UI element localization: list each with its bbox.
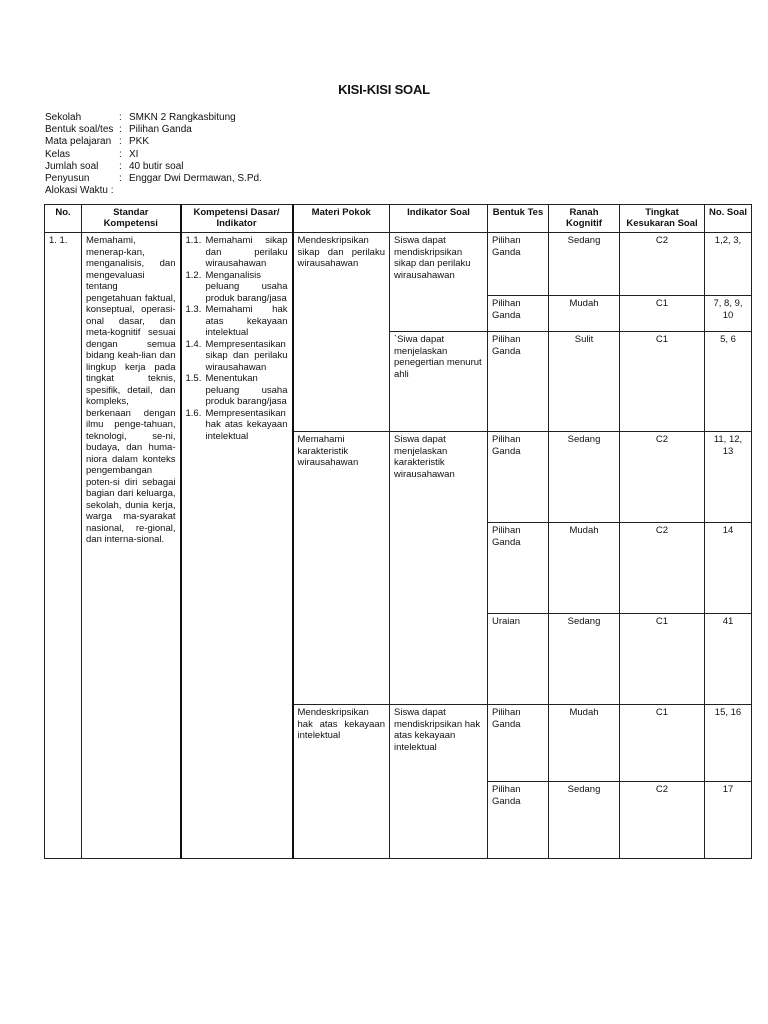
header-ranah-kognitif: Ranah Kognitif bbox=[549, 205, 620, 233]
header-no-soal: No. Soal bbox=[705, 205, 752, 233]
ranah-kognitif-cell: Sedang bbox=[549, 432, 620, 523]
table-row bbox=[45, 233, 752, 296]
meta-row-kelas: Kelas : XI bbox=[45, 148, 139, 160]
meta-value: XI bbox=[129, 148, 139, 160]
kompetensi-dasar-item: 1.4. Mempresentasikan sikap dan perilaku wirausahawan bbox=[185, 338, 288, 373]
meta-label: Penyusun bbox=[45, 173, 90, 185]
bentuk-tes-cell: Uraian bbox=[488, 614, 549, 705]
no-soal-cell: 1,2, 3, bbox=[705, 233, 752, 296]
bentuk-tes-cell: Pilihan Ganda bbox=[488, 523, 549, 614]
document-title: KISI-KISI SOAL bbox=[338, 82, 430, 97]
bentuk-tes-cell: Pilihan Ganda bbox=[488, 705, 549, 782]
kompetensi-dasar-item: 1.1. Memahami sikap dan perilaku wirausahawan bbox=[185, 235, 288, 269]
bentuk-tes-cell: Pilihan Ganda bbox=[488, 296, 549, 332]
document-metadata bbox=[45, 112, 262, 197]
header-kompetensi-dasar: Kompetensi Dasar/ Indikator bbox=[181, 205, 293, 233]
standar-kompetensi-cell: Memahami, menerap-kan, menganalisis, dan mengevaluasi tentang pengetahuan faktual, konseptual, operasi-onal dasar, dan meta-kognitif sesuai dengan semua bidang keah-lian dan lingkup kerja pada tingkat teknis, spesifik, detail, dan kompleks, berkenaan dengan ilmu penge-tahuan, teknologi, se-ni, budaya, dan huma-niora dalam konteks pengembangan poten-si diri sebagai bagian dari keluarga, sekolah, dunia kerja, warga ma-syarakat nasional, re-gional, dan interna-sional. bbox=[82, 233, 181, 859]
kompetensi-dasar-item: 1.3. Memahami hak atas kekayaan intelektual bbox=[185, 304, 288, 338]
header-standar-kompetensi: Standar Kompetensi bbox=[82, 205, 181, 233]
indikator-soal-cell: Siswa dapat mendiskripsikan hak atas kekayaan intelektual bbox=[390, 705, 488, 859]
meta-value: PKK bbox=[129, 136, 150, 148]
bentuk-tes-cell: Pilihan Ganda bbox=[488, 782, 549, 859]
ranah-kognitif-cell: Mudah bbox=[549, 705, 620, 782]
no-soal-cell: 15, 16 bbox=[705, 705, 752, 782]
ranah-kognitif-cell: Sulit bbox=[549, 332, 620, 432]
ranah-kognitif-cell: Mudah bbox=[549, 523, 620, 614]
meta-row-mata-pelajaran: Mata pelajaran : PKK bbox=[45, 136, 150, 148]
ranah-kognitif-cell: Mudah bbox=[549, 296, 620, 332]
meta-row-bentuk-soal: Bentuk soal/tes : Pilihan Ganda bbox=[45, 124, 192, 136]
bentuk-tes-cell: Pilihan Ganda bbox=[488, 332, 549, 432]
bentuk-tes-cell: Pilihan Ganda bbox=[488, 432, 549, 523]
no-soal-cell: 7, 8, 9, 10 bbox=[705, 296, 752, 332]
no-soal-cell: 41 bbox=[705, 614, 752, 705]
table-header-row bbox=[45, 205, 752, 233]
tingkat-kesukaran-cell: C1 bbox=[620, 296, 705, 332]
meta-label: Mata pelajaran bbox=[45, 136, 112, 148]
materi-pokok-cell: Mendeskripsikan hak atas kekayaan intelektual bbox=[293, 705, 390, 859]
meta-label: Alokasi Waktu : bbox=[45, 185, 114, 197]
meta-value: 40 butir soal bbox=[129, 160, 184, 172]
no-soal-cell: 11, 12, 13 bbox=[705, 432, 752, 523]
tingkat-kesukaran-cell: C2 bbox=[620, 523, 705, 614]
meta-value: Enggar Dwi Dermawan, S.Pd. bbox=[129, 173, 262, 185]
header-indikator-soal: Indikator Soal bbox=[390, 205, 488, 233]
header-no: No. bbox=[45, 205, 82, 233]
no-soal-cell: 14 bbox=[705, 523, 752, 614]
kisi-kisi-table bbox=[44, 204, 752, 859]
tingkat-kesukaran-cell: C2 bbox=[620, 432, 705, 523]
bentuk-tes-cell: Pilihan Ganda bbox=[488, 233, 549, 296]
ranah-kognitif-cell: Sedang bbox=[549, 782, 620, 859]
kompetensi-dasar-item: 1.5. Menentukan peluang usaha produk barang/jasa bbox=[185, 373, 288, 407]
meta-label: Jumlah soal bbox=[45, 160, 99, 172]
materi-pokok-cell: Mendeskripsikan sikap dan perilaku wirausahawan bbox=[293, 233, 390, 432]
header-materi-pokok: Materi Pokok bbox=[293, 205, 390, 233]
no-soal-cell: 5, 6 bbox=[705, 332, 752, 432]
meta-label: Sekolah bbox=[45, 112, 82, 123]
meta-row-jumlah-soal: Jumlah soal : 40 butir soal bbox=[45, 160, 184, 172]
indikator-soal-cell: Siswa dapat mendiskripsikan sikap dan perilaku wirausahawan bbox=[390, 233, 488, 332]
kompetensi-dasar-cell bbox=[181, 233, 293, 859]
no-soal-cell: 17 bbox=[705, 782, 752, 859]
meta-row-penyusun: Penyusun : Enggar Dwi Dermawan, S.Pd. bbox=[45, 173, 262, 185]
tingkat-kesukaran-cell: C2 bbox=[620, 233, 705, 296]
meta-label: Bentuk soal/tes bbox=[45, 124, 114, 136]
tingkat-kesukaran-cell: C1 bbox=[620, 332, 705, 432]
ranah-kognitif-cell: Sedang bbox=[549, 614, 620, 705]
ranah-kognitif-cell: Sedang bbox=[549, 233, 620, 296]
kompetensi-dasar-item: 1.2. Menganalisis peluang usaha produk barang/jasa bbox=[185, 269, 288, 304]
tingkat-kesukaran-cell: C1 bbox=[620, 614, 705, 705]
tingkat-kesukaran-cell: C1 bbox=[620, 705, 705, 782]
header-tingkat-kesukaran: Tingkat Kesukaran Soal bbox=[620, 205, 705, 233]
indikator-soal-cell: `Siwa dapat menjelaskan penegertian menurut ahli bbox=[390, 332, 488, 432]
meta-row-alokasi-waktu bbox=[45, 185, 262, 197]
indikator-soal-cell: Siswa dapat menjelaskan karakteristik wirausahawan bbox=[390, 432, 488, 705]
kompetensi-dasar-item: 1.6. Mempresentasikan hak atas kekayaan intelektual bbox=[185, 407, 288, 442]
meta-value: SMKN 2 Rangkasbitung bbox=[129, 112, 236, 123]
materi-pokok-cell: Memahami karakteristik wirausahawan bbox=[293, 432, 390, 705]
header-bentuk-tes: Bentuk Tes bbox=[488, 205, 549, 233]
meta-value: Pilihan Ganda bbox=[129, 124, 192, 136]
tingkat-kesukaran-cell: C2 bbox=[620, 782, 705, 859]
meta-row-sekolah: Sekolah : SMKN 2 Rangkasbitung bbox=[45, 112, 236, 123]
row-number-cell: 1. 1. bbox=[45, 233, 82, 859]
meta-label: Kelas bbox=[45, 148, 71, 160]
